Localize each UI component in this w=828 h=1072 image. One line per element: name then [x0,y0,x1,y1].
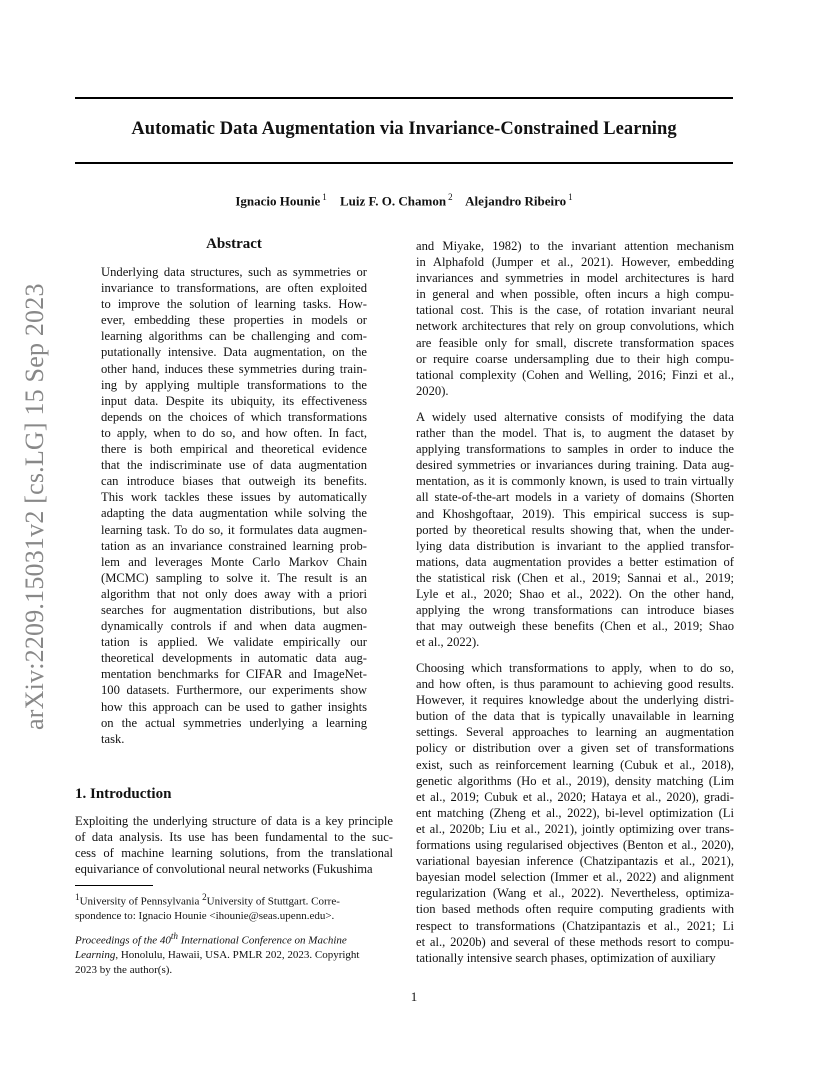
text-line: policy or distribution over a given set of transformations [416,741,734,756]
text-line: are feasible only for small, discrete transformation spaces [416,335,734,350]
paper-title: Automatic Data Augmentation via Invariance-Constrained Learning [131,119,677,139]
text-line: This work tackles these issues by automatically [101,490,367,505]
author-name: Alejandro Ribeiro [465,193,567,209]
text-line: ing by applying multiple transformations to the [101,377,367,392]
top-rule [75,97,733,99]
right-paragraph-2 [416,409,734,650]
text-line: Exploiting the underlying structure of data is a key principle [75,814,393,828]
text-line: equivariance of convolutional neural networks (Fukushima [75,862,373,877]
arxiv-side-label: arXiv:2209.15031v2 [cs.LG] 15 Sep 2023 [20,283,49,730]
text-line: ever, embedding these properties in models or [101,313,367,328]
text-line: putationally intensive. Data augmentation, on the [101,345,367,360]
text-line: ported by theoretical results showing that, when the under- [416,522,734,537]
text-line: invariance to transformations, are often exploited [101,281,367,296]
text-line: mentation, as it is commonly known, is used to train virtually [416,474,734,489]
text-line: rather than the model. That is, to augment the dataset by [416,426,734,441]
text-line: there is both empirical and theoretical evidence [101,442,367,457]
text-line: searches for augmentation distributions, but also [101,602,367,617]
text-line: network architectures that rely on group convolutions, which [416,319,734,334]
text-line: applying the wrong transformations can introduce biases [416,603,734,618]
text-line: learning task. To do so, it formulates data augmen- [101,522,367,537]
text-line: A widely used alternative consists of modifying the data [416,410,734,424]
text-line: in general and when possible, often incurs a high compu- [416,287,734,302]
text-line: and how often, is thus paramount to achieving good results. [416,677,734,692]
text-line: mentation benchmarks for CIFAR and ImageNet- [101,667,367,682]
text-line: mations, data augmentation provides a better estimation of [416,554,734,569]
section-heading: 1. Introduction [75,786,172,802]
text-line: cess of machine learning solutions, from the translational [75,846,393,861]
abstract-body [101,264,367,747]
text-line: other hand, induces these symmetries during train- [101,361,367,376]
text-line: in Alphafold (Jumper et al., 2021). However, embedding [416,255,734,270]
affiliation-mark: 1 [568,192,573,202]
text-line: to apply, when to do so, and how often. In fact, [101,425,367,440]
text-line: all state-of-the-art models in a variety of domains (Shorten [416,490,734,505]
text-line: Lyle et al., 2020; Shao et al., 2022). On the other hand, [416,587,734,602]
author-name: Ignacio Hounie [235,193,321,209]
right-paragraph-1 [416,238,734,399]
text-line: of data analysis. Its use has been fundamental to the suc- [75,830,393,845]
text-line: algorithm that not only does away with a priori [101,586,367,601]
text-line: tational complexity (Cohen and Welling, 2016; Finzi et al., [416,367,734,382]
proceedings-note: Proceedings of the 40th International Conference on Machine Learning, Honolulu, Hawaii, USA. PMLR 202, 2023. Copyright 2023 by the author(s). [75,931,360,976]
footnote-rule [75,885,153,886]
text-line: depends on the choices of which transformations [101,409,367,424]
text-line: lem and leverages Monte Carlo Markov Chain [101,554,367,569]
text-line: variational bayesian inference (Chatzipantazis et al., 2021), [416,854,734,869]
title-bottom-rule [75,162,733,164]
text-line: learning algorithms can be challenging and com- [101,329,367,344]
text-line: or require coarse undersampling due to their high compu- [416,351,734,366]
text-line: et al., 2020b) and several of these methods resort to compu- [416,934,734,949]
text-line: theoretical developments in automatic data aug- [101,651,367,666]
text-line: and Khoshgoftaar, 2019). This empirical success is sup- [416,506,734,521]
text-line: bution of the data that is typically unavailable in learning [416,709,734,724]
text-line: Choosing which transformations to apply, when to do so, [416,661,734,675]
text-line: and Miyake, 1982) to the invariant attention mechanism [416,239,734,253]
text-line: formations using regularised objectives (Benton et al., 2020), [416,838,734,853]
text-line: can introduce biases that outweigh its benefits. [101,474,367,489]
text-line: desired symmetries or invariances during training. Data aug- [416,458,734,473]
text-line: the statistical risk (Chen et al., 2019; Sannai et al., 2019; [416,570,734,585]
text-line: et al., 2020b; Liu et al., 2021), jointly optimizing over trans- [416,821,734,836]
text-line: how this approach can be used to gather insights [101,699,367,714]
text-line: ent matching (Zheng et al., 2022), bi-level optimization (Li [416,805,734,820]
page-number: 1 [410,989,418,1004]
text-line: tationally intensive search phases, optimization of auxiliary [416,950,716,965]
author-list [75,192,733,209]
footnote: $^1$University of Pennsylvania $^2$University of Stuttgart. Corre- spondence to: Ignacio Hounie <ihounie@seas.upenn.edu>. [75,892,340,923]
text-line: applying transformations to samples in order to induce the [416,442,734,457]
text-line: lying data distribution is invariant to the applied transfor- [416,538,734,553]
text-line: on the actual symmetries underlying a learning [101,715,367,730]
text-line: et al., 2022). [416,635,480,650]
text-line: tational cost. This is the case, of rotation invariant neural [416,303,734,318]
text-line: (MCMC) sampling to solve it. The result is an [101,570,367,585]
text-line: that the indiscriminate use of data augmentation [101,458,367,473]
text-line: 100 datasets. Furthermore, our experiments show [101,683,367,698]
text-line: tation as an invariance constrained learning prob- [101,538,367,553]
affiliation-mark: 1 [322,192,327,202]
text-line: 2020). [416,383,449,398]
author-name: Luiz F. O. Chamon [340,193,447,209]
right-paragraph-3 [416,660,734,966]
text-line: exist, such as reinforcement learning (Cubuk et al., 2018), [416,757,734,772]
affiliation-mark: 2 [448,192,453,202]
text-line: adapting the data augmentation while solving the [101,506,367,521]
text-line: regularization (Wang et al., 2022). Nevertheless, optimiza- [416,886,734,901]
text-line: to improve the solution of learning tasks. How- [101,297,367,312]
text-line: genetic algorithms (Ho et al., 2019), density matching (Lim [416,773,734,788]
intro-paragraph [75,813,393,877]
text-line: tation is applied. We validate empirically our [101,635,367,650]
text-line: tion based methods often require computing gradients with [416,902,734,917]
text-line: bayesian model selection (Immer et al., 2022) and alignment [416,870,734,885]
text-line: dynamically controls if and when data augmen- [101,619,367,634]
text-line: input data. Despite its ubiquity, its effectiveness [101,393,367,408]
text-line: settings. Several approaches to learning an augmentation [416,725,734,740]
text-line: However, it requires knowledge about the underlying distri- [416,693,734,708]
text-line: respect to transformations (Chatzipantazis et al., 2021; Li [416,918,734,933]
abstract-heading: Abstract [206,236,262,252]
text-line: that may outweigh these benefits (Chen et al., 2019; Shao [416,619,734,634]
text-line: Underlying data structures, such as symmetries or [101,265,367,279]
text-line: invariances and symmetries in model architectures is hard [416,271,734,286]
text-line: task. [101,731,125,746]
text-line: et al., 2019; Cubuk et al., 2020; Hataya et al., 2020), gradi- [416,789,734,804]
